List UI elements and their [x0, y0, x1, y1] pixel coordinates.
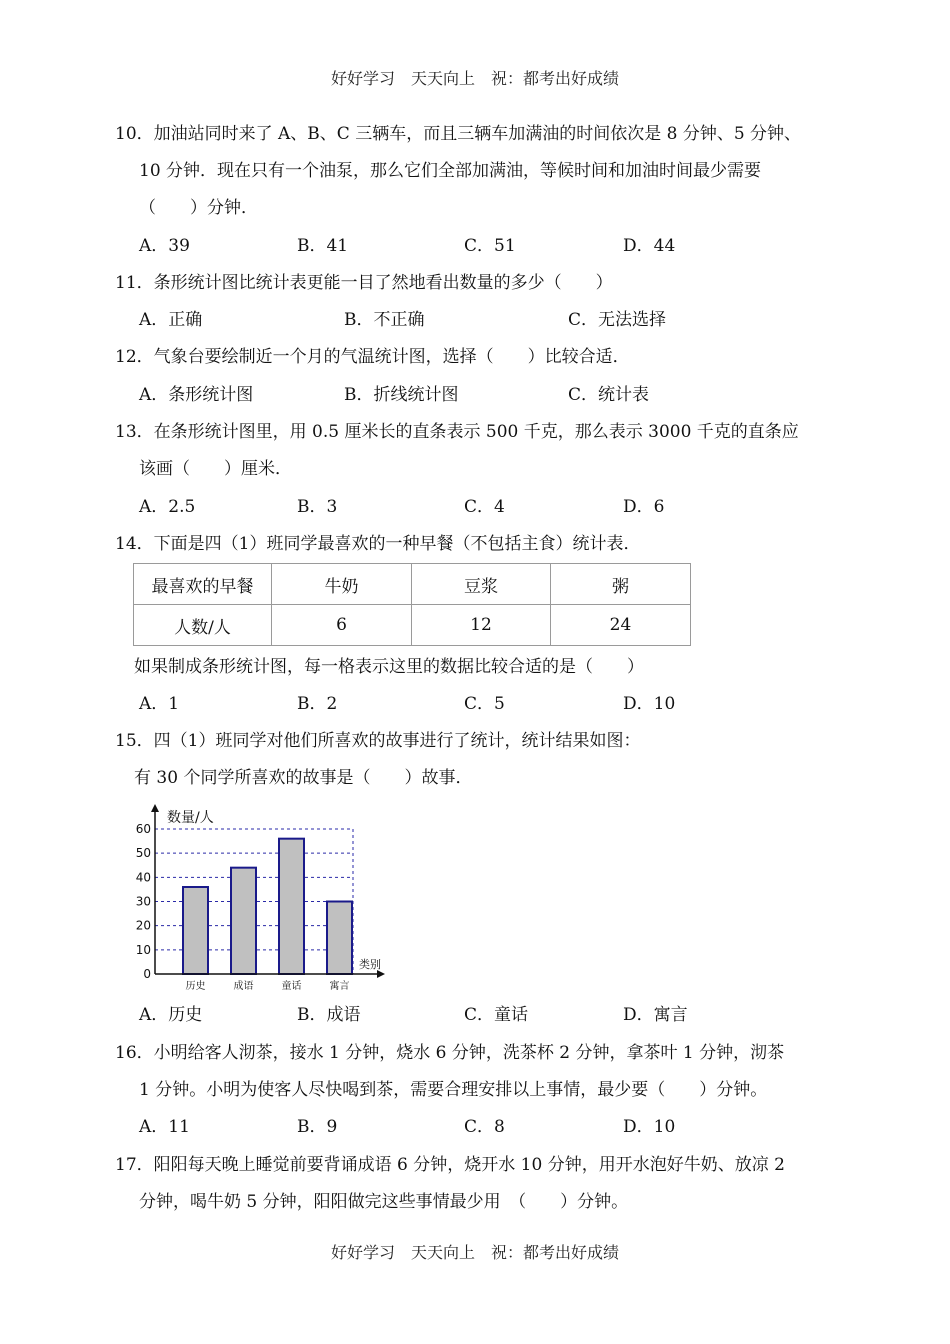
- q12-option-b: B．折线统计图: [344, 385, 459, 405]
- table-row: [134, 605, 691, 646]
- breakfast-table: [133, 563, 691, 646]
- q12-line1: 12．气象台要绘制近一个月的气温统计图，选择（ ）比较合适．: [115, 347, 630, 367]
- q15-line2: 有 30 个同学所喜欢的故事是（ ）故事．: [134, 768, 473, 788]
- bar: [231, 868, 256, 974]
- q15-option-a: A．历史: [139, 1005, 203, 1025]
- q11-line1: 11．条形统计图比统计表更能一目了然地看出数量的多少（ ）: [115, 273, 613, 293]
- x-tick-label: 历史: [185, 981, 206, 992]
- q10-option-c: C．51: [464, 236, 516, 256]
- table-header-cell: 豆浆: [412, 564, 551, 605]
- q12-option-a: A．条形统计图: [139, 385, 254, 405]
- x-tick-label: 寓言: [329, 981, 350, 992]
- q11-option-a: A．正确: [139, 310, 203, 330]
- q14-option-d: D．10: [623, 694, 676, 714]
- x-axis-arrow: [377, 970, 385, 978]
- q11-option-c: C．无法选择: [568, 310, 667, 330]
- table-cell: 24: [551, 605, 691, 646]
- q14-option-b: B．2: [297, 694, 338, 714]
- y-axis-arrow: [151, 804, 159, 812]
- q13-option-a: A．2.5: [139, 497, 196, 517]
- q14-line1: 14．下面是四（1）班同学最喜欢的一种早餐（不包括主食）统计表．: [115, 534, 641, 554]
- q13-option-d: D．6: [623, 497, 665, 517]
- q15-option-c: C．童话: [464, 1005, 529, 1025]
- q15-option-d: D．寓言: [623, 1005, 688, 1025]
- x-axis-label: 类别: [359, 958, 381, 971]
- table-header-cell: 粥: [551, 564, 691, 605]
- q11-option-b: B．不正确: [344, 310, 425, 330]
- q16-line1: 16．小明给客人沏茶，接水 1 分钟，烧水 6 分钟，洗茶杯 2 分钟，拿茶叶 1 分钟，沏茶: [115, 1043, 785, 1063]
- q17-line1: 17．阳阳每天晚上睡觉前要背诵成语 6 分钟，烧开水 10 分钟，用开水泡好牛奶、放凉 2: [115, 1155, 785, 1175]
- q10-option-d: D．44: [623, 236, 676, 256]
- q16-option-c: C．8: [464, 1117, 505, 1137]
- q16-option-a: A．11: [139, 1117, 190, 1137]
- y-axis-label: 数量/人: [167, 810, 214, 826]
- q16-line2: 1 分钟。小明为使客人尽快喝到茶，需要合理安排以上事情，最少要（ ）分钟。: [139, 1080, 768, 1100]
- q14-option-c: C．5: [464, 694, 505, 714]
- y-tick-label: 40: [135, 870, 151, 885]
- y-tick-label: 60: [135, 822, 151, 836]
- page-footer: 好好学习 天天向上 祝：都考出好成绩: [330, 1243, 619, 1262]
- bar: [279, 839, 304, 974]
- q12-option-c: C．统计表: [568, 385, 650, 405]
- q13-line1: 13．在条形统计图里，用 0.5 厘米长的直条表示 500 千克，那么表示 3000 千克的直条应: [115, 422, 799, 442]
- q15-option-b: B．成语: [297, 1005, 361, 1025]
- q16-option-b: B．9: [297, 1117, 338, 1137]
- q17-line2: 分钟，喝牛奶 5 分钟，阳阳做完这些事情最少用 （ ）分钟。: [139, 1192, 629, 1212]
- y-tick-label: 50: [135, 846, 151, 861]
- q10-option-b: B．41: [297, 236, 349, 256]
- y-tick-label: 20: [135, 918, 151, 933]
- q13-option-b: B．3: [297, 497, 338, 517]
- table-header-row: [134, 564, 691, 605]
- page-header: 好好学习 天天向上 祝：都考出好成绩: [330, 69, 619, 88]
- y-tick-label: 0: [143, 967, 151, 981]
- x-tick-label: 成语: [233, 981, 254, 992]
- y-tick-label: 30: [135, 894, 151, 909]
- table-cell: 12: [412, 605, 551, 646]
- q10-line1: 10．加油站同时来了 A、B、C 三辆车，而且三辆车加满油的时间依次是 8 分钟、5 分钟、: [115, 124, 802, 144]
- bar: [327, 902, 352, 975]
- q10-line3: （ ）分钟．: [139, 198, 258, 218]
- table-cell: 人数/人: [134, 605, 272, 646]
- q10-option-a: A．39: [139, 236, 190, 256]
- story-bar-chart: [130, 800, 390, 995]
- table-header-cell: 牛奶: [272, 564, 412, 605]
- q13-option-c: C．4: [464, 497, 505, 517]
- q14-option-a: A．1: [139, 694, 180, 714]
- table-header-cell: 最喜欢的早餐: [134, 564, 272, 605]
- x-tick-label: 童话: [281, 981, 302, 992]
- bar: [183, 887, 208, 974]
- q10-line2: 10 分钟．现在只有一个油泵，那么它们全部加满油，等候时间和加油时间最少需要: [139, 161, 762, 181]
- q16-option-d: D．10: [623, 1117, 676, 1137]
- q13-line2: 该画（ ）厘米．: [139, 459, 292, 479]
- y-tick-label: 10: [135, 942, 151, 957]
- q15-line1: 15．四（1）班同学对他们所喜欢的故事进行了统计，统计结果如图：: [115, 731, 641, 751]
- table-cell: 6: [272, 605, 412, 646]
- q14-line2: 如果制成条形统计图，每一格表示这里的数据比较合适的是（ ）: [134, 657, 644, 677]
